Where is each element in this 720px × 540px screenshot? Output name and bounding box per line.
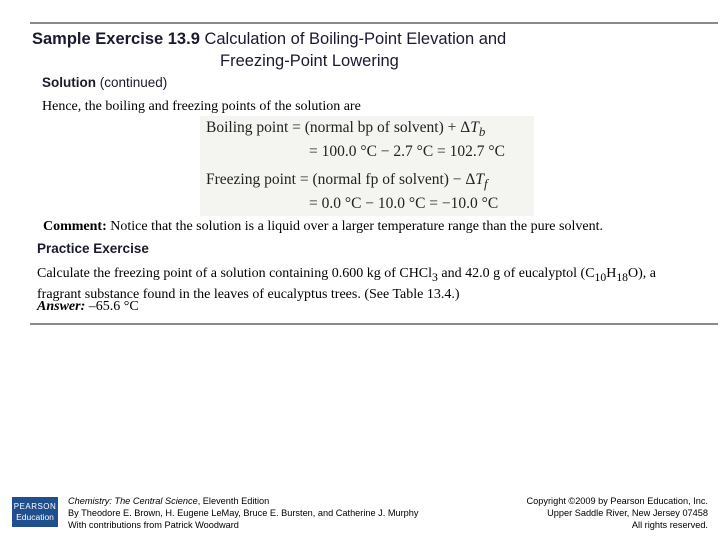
practice-text bbox=[37, 265, 677, 303]
practice-sub3: 18 bbox=[616, 270, 628, 284]
practice-text-part3: H bbox=[606, 266, 617, 281]
equation-image bbox=[200, 116, 534, 216]
practice-sub1: 3 bbox=[432, 270, 438, 284]
top-rule bbox=[30, 22, 718, 24]
freezing-values: = 0.0 °C − 10.0 °C = −10.0 °C bbox=[309, 195, 499, 212]
copyright-line2: Upper Saddle River, New Jersey 07458 bbox=[547, 508, 708, 518]
freezing-rhs: = (normal fp of solvent) − Δ bbox=[295, 171, 476, 188]
copyright-line3: All rights reserved. bbox=[631, 520, 708, 530]
comment-text: Notice that the solution is a liquid over a larger temperature range than the pure solvent. bbox=[106, 219, 603, 234]
answer-value: –65.6 °C bbox=[85, 299, 139, 314]
copyright-line1: Copyright ©2009 by Pearson Education, Inc. bbox=[526, 496, 708, 506]
practice-text-part1: Calculate the freezing point of a solution containing 0.600 kg of CHCl bbox=[37, 266, 433, 281]
practice-sub2: 10 bbox=[594, 270, 607, 284]
freezing-equation bbox=[206, 171, 488, 192]
book-title: Chemistry: The Central Science bbox=[68, 496, 198, 506]
boiling-equation bbox=[206, 119, 485, 140]
logo-line2: Education bbox=[16, 512, 54, 522]
title-line1: Calculation of Boiling-Point Elevation and bbox=[199, 30, 507, 48]
freezing-delta-sub: f bbox=[484, 176, 488, 192]
boiling-delta-sub: b bbox=[478, 124, 486, 140]
book-edition: , Eleventh Edition bbox=[197, 496, 270, 506]
title-line2: Freezing-Point Lowering bbox=[220, 52, 399, 70]
footer-citation bbox=[68, 495, 419, 531]
boiling-delta-var: T bbox=[470, 119, 479, 136]
boiling-values: = 100.0 °C − 2.7 °C = 102.7 °C bbox=[309, 143, 505, 160]
pearson-logo bbox=[12, 497, 58, 527]
boiling-rhs: = (normal bp of solvent) + Δ bbox=[288, 119, 471, 136]
hence-text: Hence, the boiling and freezing points of the solution are bbox=[42, 99, 361, 114]
bottom-rule bbox=[30, 323, 718, 325]
solution-label: Solution bbox=[42, 75, 96, 90]
freezing-delta-var: T bbox=[475, 171, 484, 188]
comment bbox=[43, 219, 603, 235]
page-title bbox=[32, 28, 592, 72]
footer-copyright bbox=[527, 495, 708, 531]
boiling-label: Boiling point bbox=[206, 119, 289, 136]
comment-label: Comment: bbox=[43, 219, 107, 234]
answer-label: Answer: bbox=[37, 299, 86, 314]
book-contributions: With contributions from Patrick Woodward bbox=[68, 520, 239, 530]
freezing-label: Freezing point bbox=[206, 171, 296, 188]
title-prefix: Sample Exercise 13.9 bbox=[32, 30, 200, 48]
practice-heading: Practice Exercise bbox=[37, 241, 149, 256]
logo-line1: PEARSON bbox=[13, 502, 57, 511]
answer bbox=[37, 299, 139, 315]
solution-heading bbox=[42, 75, 167, 90]
solution-continued: (continued) bbox=[96, 75, 168, 90]
practice-text-part2: and 42.0 g of eucalyptol (C bbox=[437, 266, 595, 281]
book-authors: By Theodore E. Brown, H. Eugene LeMay, Bruce E. Bursten, and Catherine J. Murphy bbox=[68, 508, 419, 518]
practice-text-part4: O), a fragrant substance found in the leaves of eucalyptus trees. (See Table 13.4.) bbox=[37, 266, 656, 302]
